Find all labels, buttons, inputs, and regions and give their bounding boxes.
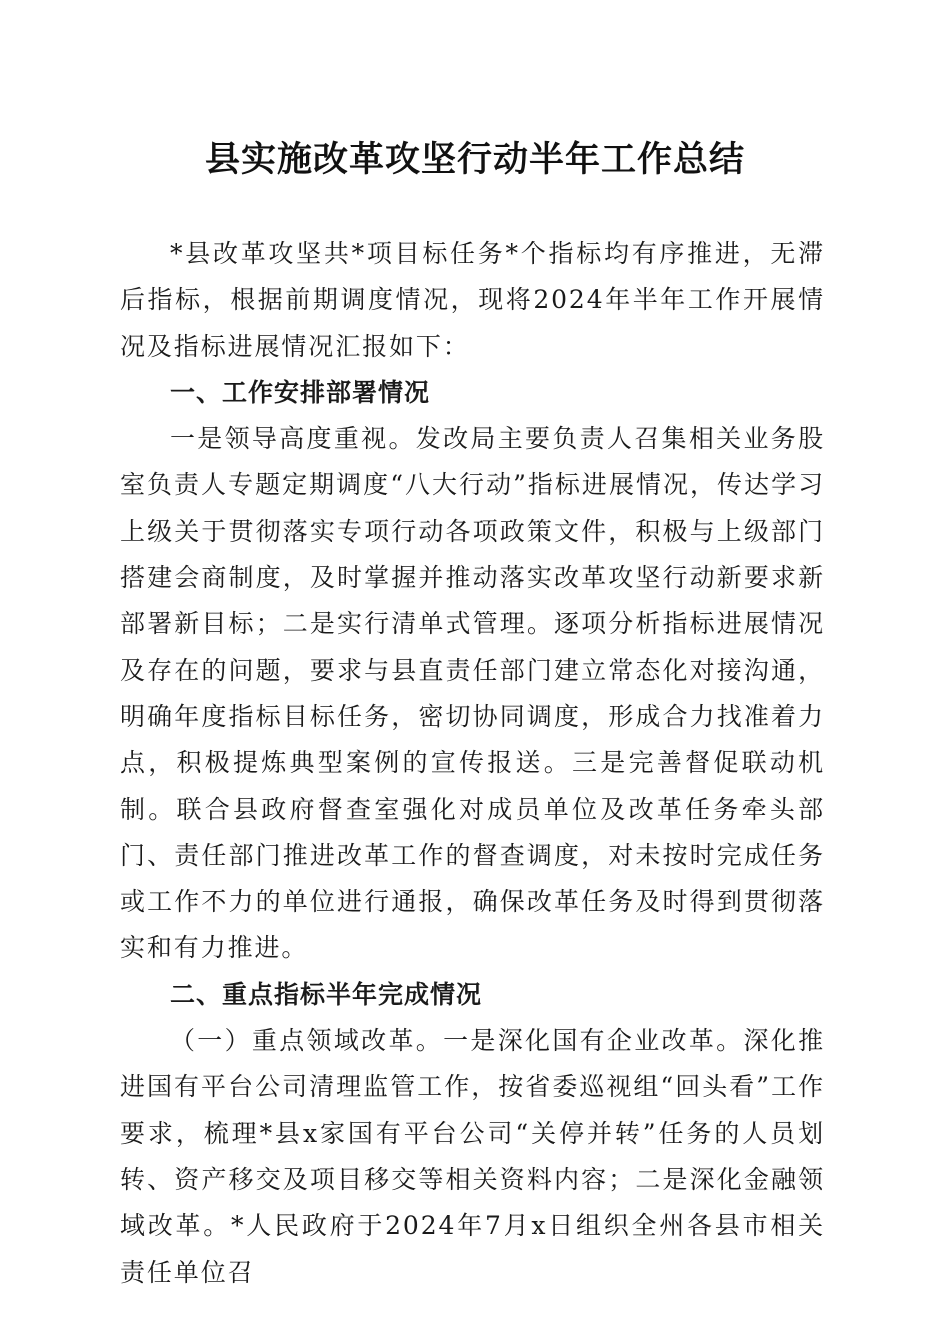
section-heading-1: 一、工作安排部署情况 (170, 377, 431, 407)
document-body (120, 231, 825, 1296)
section-1-paragraph: 一是领导高度重视。发改局主要负责人召集相关业务股室负责人专题定期调度“八大行动”指标进展情况，传达学习上级关于贯彻落实专项行动各项政策文件，积极与上级部门搭建会商制度，及时掌握并推动落实改革攻坚行动新要求新部署新目标；二是实行清单式管理。逐项分析指标进展情况及存在的问题，要求与县直责任部门建立常态化对接沟通，明确年度指标目标任务，密切协同调度，形成合力找准着力点，积极提炼典型案例的宣传报送。三是完善督促联动机制。联合县政府督查室强化对成员单位及改革任务牵头部门、责任部门推进改革工作的督查调度，对未按时完成任务或工作不力的单位进行通报，确保改革任务及时得到贯彻落实和有力推进。 (120, 424, 825, 963)
intro-paragraph: *县改革攻坚共*项目标任务*个指标均有序推进，无滞后指标，根据前期调度情况，现将2024年半年工作开展情况及指标进展情况汇报如下： (120, 239, 825, 361)
document-title: 县实施改革攻坚行动半年工作总结 (204, 139, 745, 180)
section-2-paragraph: （一）重点领域改革。一是深化国有企业改革。深化推进国有平台公司清理监管工作，按省委巡视组“回头看”工作要求，梳理*县x家国有平台公司“关停并转”任务的人员划转、资产移交及项目移交等相关资料内容；二是深化金融领域改革。*人民政府于2024年7月x日组织全州各县市相关责任单位召 (120, 1026, 825, 1287)
section-heading-2: 二、重点指标半年完成情况 (170, 979, 483, 1009)
